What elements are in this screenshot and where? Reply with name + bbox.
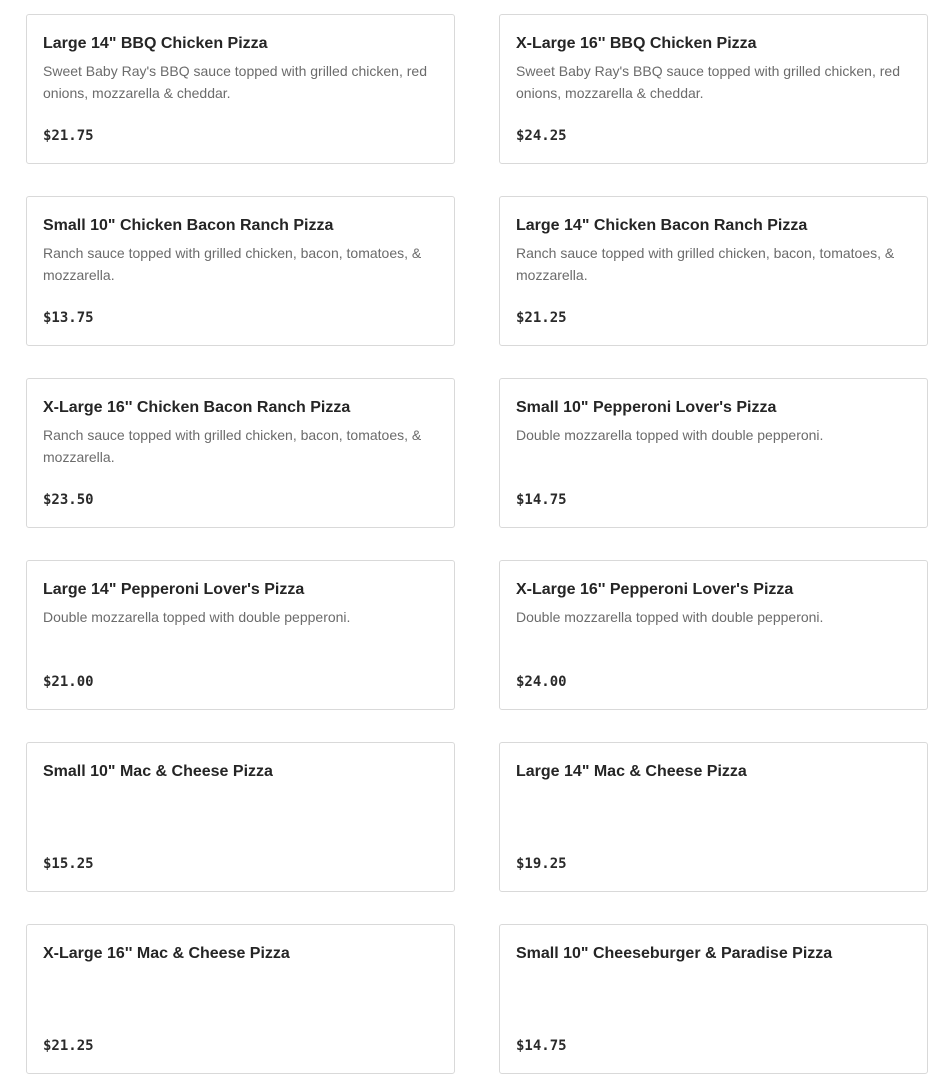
item-name: Large 14" BBQ Chicken Pizza <box>43 35 268 52</box>
menu-item-card[interactable] <box>26 14 455 164</box>
menu-item-card[interactable] <box>26 560 455 710</box>
item-description: Sweet Baby Ray's BBQ sauce topped with grilled chicken, red onions, mozzarella & cheddar. <box>516 63 900 101</box>
menu-item-card[interactable] <box>499 742 928 892</box>
item-name: X-Large 16'' BBQ Chicken Pizza <box>516 35 757 52</box>
item-price: $24.25 <box>516 128 567 144</box>
item-description: Double mozzarella topped with double pepperoni. <box>516 427 824 443</box>
menu-items-grid <box>26 14 928 1074</box>
item-name: Small 10" Cheeseburger & Paradise Pizza <box>516 945 833 962</box>
item-name: X-Large 16'' Chicken Bacon Ranch Pizza <box>43 399 351 416</box>
item-description: Ranch sauce topped with grilled chicken, bacon, tomatoes, & mozzarella. <box>43 427 422 465</box>
item-price: $19.25 <box>516 856 567 872</box>
item-price: $14.75 <box>516 1038 567 1054</box>
item-price: $13.75 <box>43 310 94 326</box>
menu-item-card[interactable] <box>499 924 928 1074</box>
item-price: $21.25 <box>516 310 567 326</box>
item-name: Large 14" Chicken Bacon Ranch Pizza <box>516 217 808 234</box>
item-name: Large 14" Pepperoni Lover's Pizza <box>43 581 305 598</box>
menu-item-card[interactable] <box>26 378 455 528</box>
item-description: Double mozzarella topped with double pepperoni. <box>516 609 824 625</box>
menu-item-card[interactable] <box>499 560 928 710</box>
item-price: $21.00 <box>43 674 94 690</box>
item-price: $23.50 <box>43 492 94 508</box>
item-price: $14.75 <box>516 492 567 508</box>
menu-item-card[interactable] <box>26 742 455 892</box>
menu-item-card[interactable] <box>26 196 455 346</box>
item-name: X-Large 16'' Mac & Cheese Pizza <box>43 945 290 962</box>
item-description: Ranch sauce topped with grilled chicken, bacon, tomatoes, & mozzarella. <box>43 245 422 283</box>
item-price: $21.25 <box>43 1038 94 1054</box>
menu-item-card[interactable] <box>499 14 928 164</box>
item-description: Ranch sauce topped with grilled chicken, bacon, tomatoes, & mozzarella. <box>516 245 895 283</box>
item-price: $21.75 <box>43 128 94 144</box>
item-price: $24.00 <box>516 674 567 690</box>
item-description: Double mozzarella topped with double pepperoni. <box>43 609 351 625</box>
item-name: X-Large 16'' Pepperoni Lover's Pizza <box>516 581 794 598</box>
item-description: Sweet Baby Ray's BBQ sauce topped with grilled chicken, red onions, mozzarella & cheddar. <box>43 63 427 101</box>
menu-item-card[interactable] <box>499 378 928 528</box>
item-name: Small 10" Chicken Bacon Ranch Pizza <box>43 217 334 234</box>
item-price: $15.25 <box>43 856 94 872</box>
menu-item-card[interactable] <box>499 196 928 346</box>
menu-item-card[interactable] <box>26 924 455 1074</box>
item-name: Small 10" Pepperoni Lover's Pizza <box>516 399 777 416</box>
item-name: Small 10" Mac & Cheese Pizza <box>43 763 273 780</box>
item-name: Large 14" Mac & Cheese Pizza <box>516 763 747 780</box>
